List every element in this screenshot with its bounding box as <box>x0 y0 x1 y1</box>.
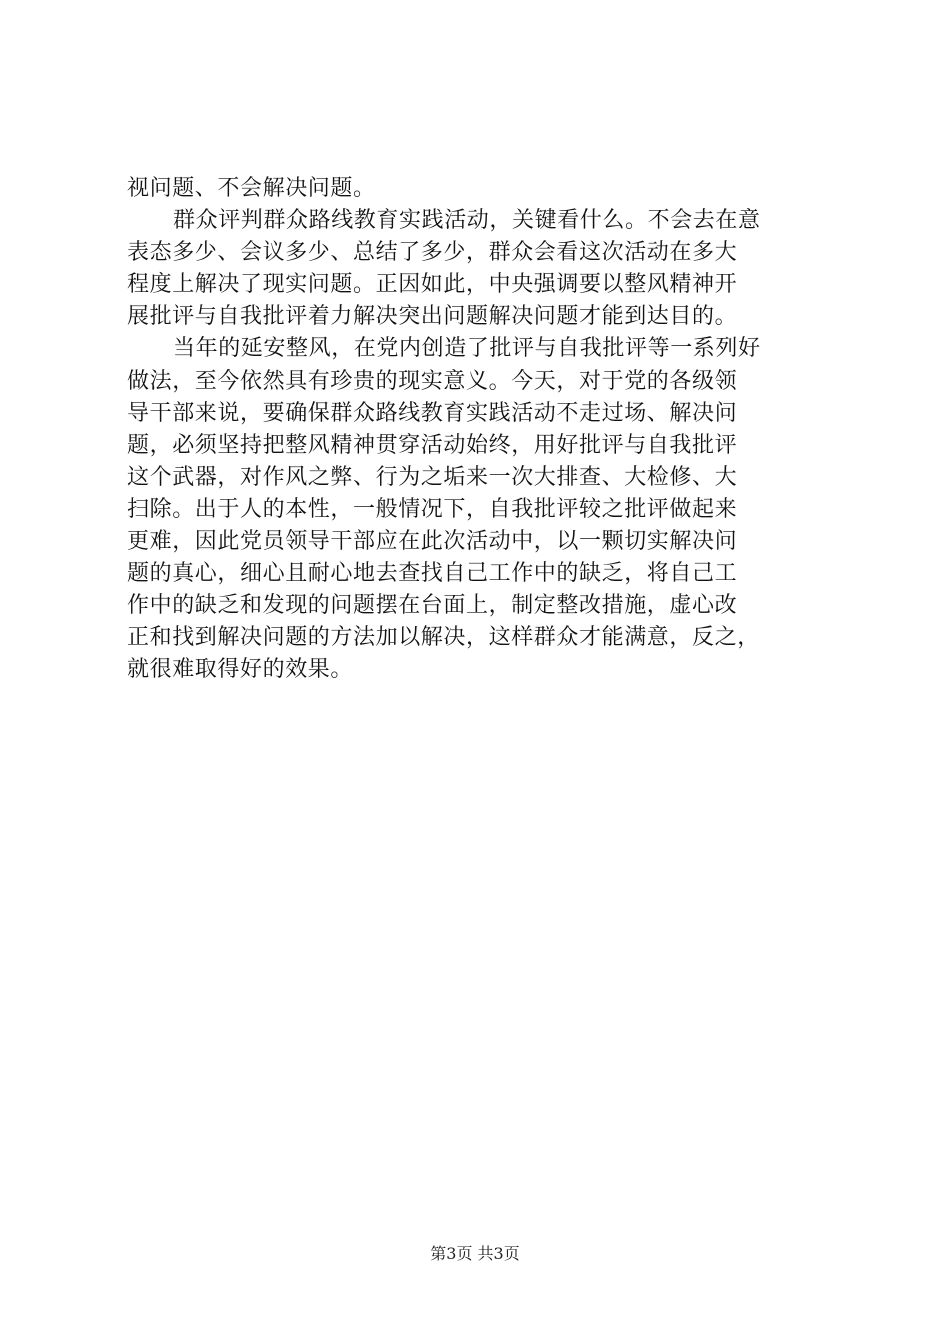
text-line: 题，必须坚持把整风精神贯穿活动始终，用好批评与自我批评 <box>127 432 738 458</box>
text-line: 更难，因此党员领导干部应在此次活动中，以一颗切实解决问 <box>127 529 738 555</box>
text-line: 展批评与自我批评着力解决突出问题解决问题才能到达目的。 <box>127 304 738 330</box>
text-line: 视问题、不会解决问题。 <box>127 176 376 201</box>
text-line: 程度上解决了现实问题。正因如此，中央强调要以整风精神开 <box>127 272 738 298</box>
paragraph-first-line: 群众评判群众路线教育实践活动，关键看什么。不会去在意 <box>173 208 761 234</box>
document-body <box>127 173 847 687</box>
text-line: 作中的缺乏和发现的问题摆在台面上，制定整改措施，虚心改 <box>127 593 738 619</box>
text-line: 扫除。出于人的本性，一般情况下，自我批评较之批评做起来 <box>127 496 738 522</box>
page-number-footer: 第3页 共3页 <box>430 1244 520 1263</box>
text-line: 正和找到解决问题的方法加以解决，这样群众才能满意，反之， <box>127 625 760 651</box>
text-line: 这个武器，对作风之弊、行为之垢来一次大排查、大检修、大 <box>127 464 738 490</box>
text-line: 表态多少、会议多少、总结了多少，群众会看这次活动在多大 <box>127 240 738 266</box>
text-line: 导干部来说，要确保群众路线教育实践活动不走过场、解决问 <box>127 400 738 426</box>
paragraph-first-line: 当年的延安整风，在党内创造了批评与自我批评等一系列好 <box>173 336 761 362</box>
text-line: 做法，至今依然具有珍贵的现实意义。今天，对于党的各级领 <box>127 368 738 394</box>
text-line: 题的真心，细心且耐心地去查找自己工作中的缺乏，将自己工 <box>127 561 738 587</box>
text-line: 就很难取得好的效果。 <box>127 657 354 683</box>
